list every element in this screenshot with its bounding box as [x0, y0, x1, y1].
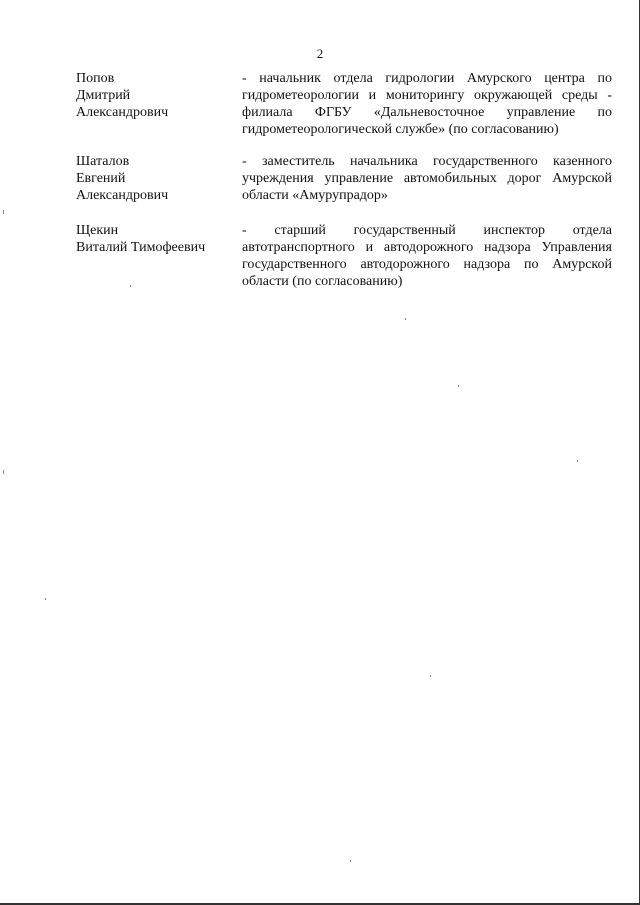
member-position — [242, 70, 612, 138]
position-line: филиала ФГБУ «Дальневосточное управление по — [242, 105, 612, 120]
member-entry — [76, 70, 612, 138]
scan-speck — [577, 460, 578, 462]
name-line: Щекин — [76, 223, 119, 238]
name-line: Попов — [76, 71, 115, 86]
member-name — [76, 153, 242, 204]
scan-speck — [3, 470, 4, 474]
member-entry — [76, 222, 612, 290]
name-line: Александрович — [76, 105, 169, 120]
scan-speck — [3, 210, 4, 214]
member-entry — [76, 153, 612, 204]
page-number: 2 — [316, 46, 324, 61]
position-line: - начальник отдела гидрологии Амурского центра по — [242, 71, 612, 86]
scan-speck — [458, 385, 459, 387]
position-line: гидрометеорологической службе» (по согласованию) — [242, 122, 559, 137]
name-line: Шаталов — [76, 154, 130, 169]
position-line: гидрометеорологии и мониторингу окружающей среды - — [242, 88, 612, 103]
scan-speck — [45, 598, 46, 600]
position-line: области «Амурупрадор» — [242, 188, 388, 203]
scan-speck — [430, 675, 431, 677]
member-name — [76, 70, 242, 138]
name-line: Александрович — [76, 188, 169, 203]
position-line: области (по согласованию) — [242, 274, 403, 289]
member-position — [242, 222, 612, 290]
position-line: государственного автодорожного надзора по Амурской — [242, 257, 612, 272]
name-line: Виталий Тимофеевич — [76, 240, 206, 255]
position-line: - старший государственный инспектор отдела — [242, 223, 612, 238]
member-position — [242, 153, 612, 204]
position-line: учреждения управление автомобильных дорог Амурской — [242, 171, 612, 186]
position-line: автотранспортного и автодорожного надзора Управления — [242, 240, 612, 255]
name-line: Дмитрий — [76, 88, 131, 103]
scan-speck — [405, 318, 406, 320]
member-name — [76, 222, 242, 290]
scan-speck — [350, 860, 351, 862]
name-line: Евгений — [76, 171, 126, 186]
scan-speck — [130, 285, 131, 287]
position-line: - заместитель начальника государственного казенного — [242, 154, 612, 169]
